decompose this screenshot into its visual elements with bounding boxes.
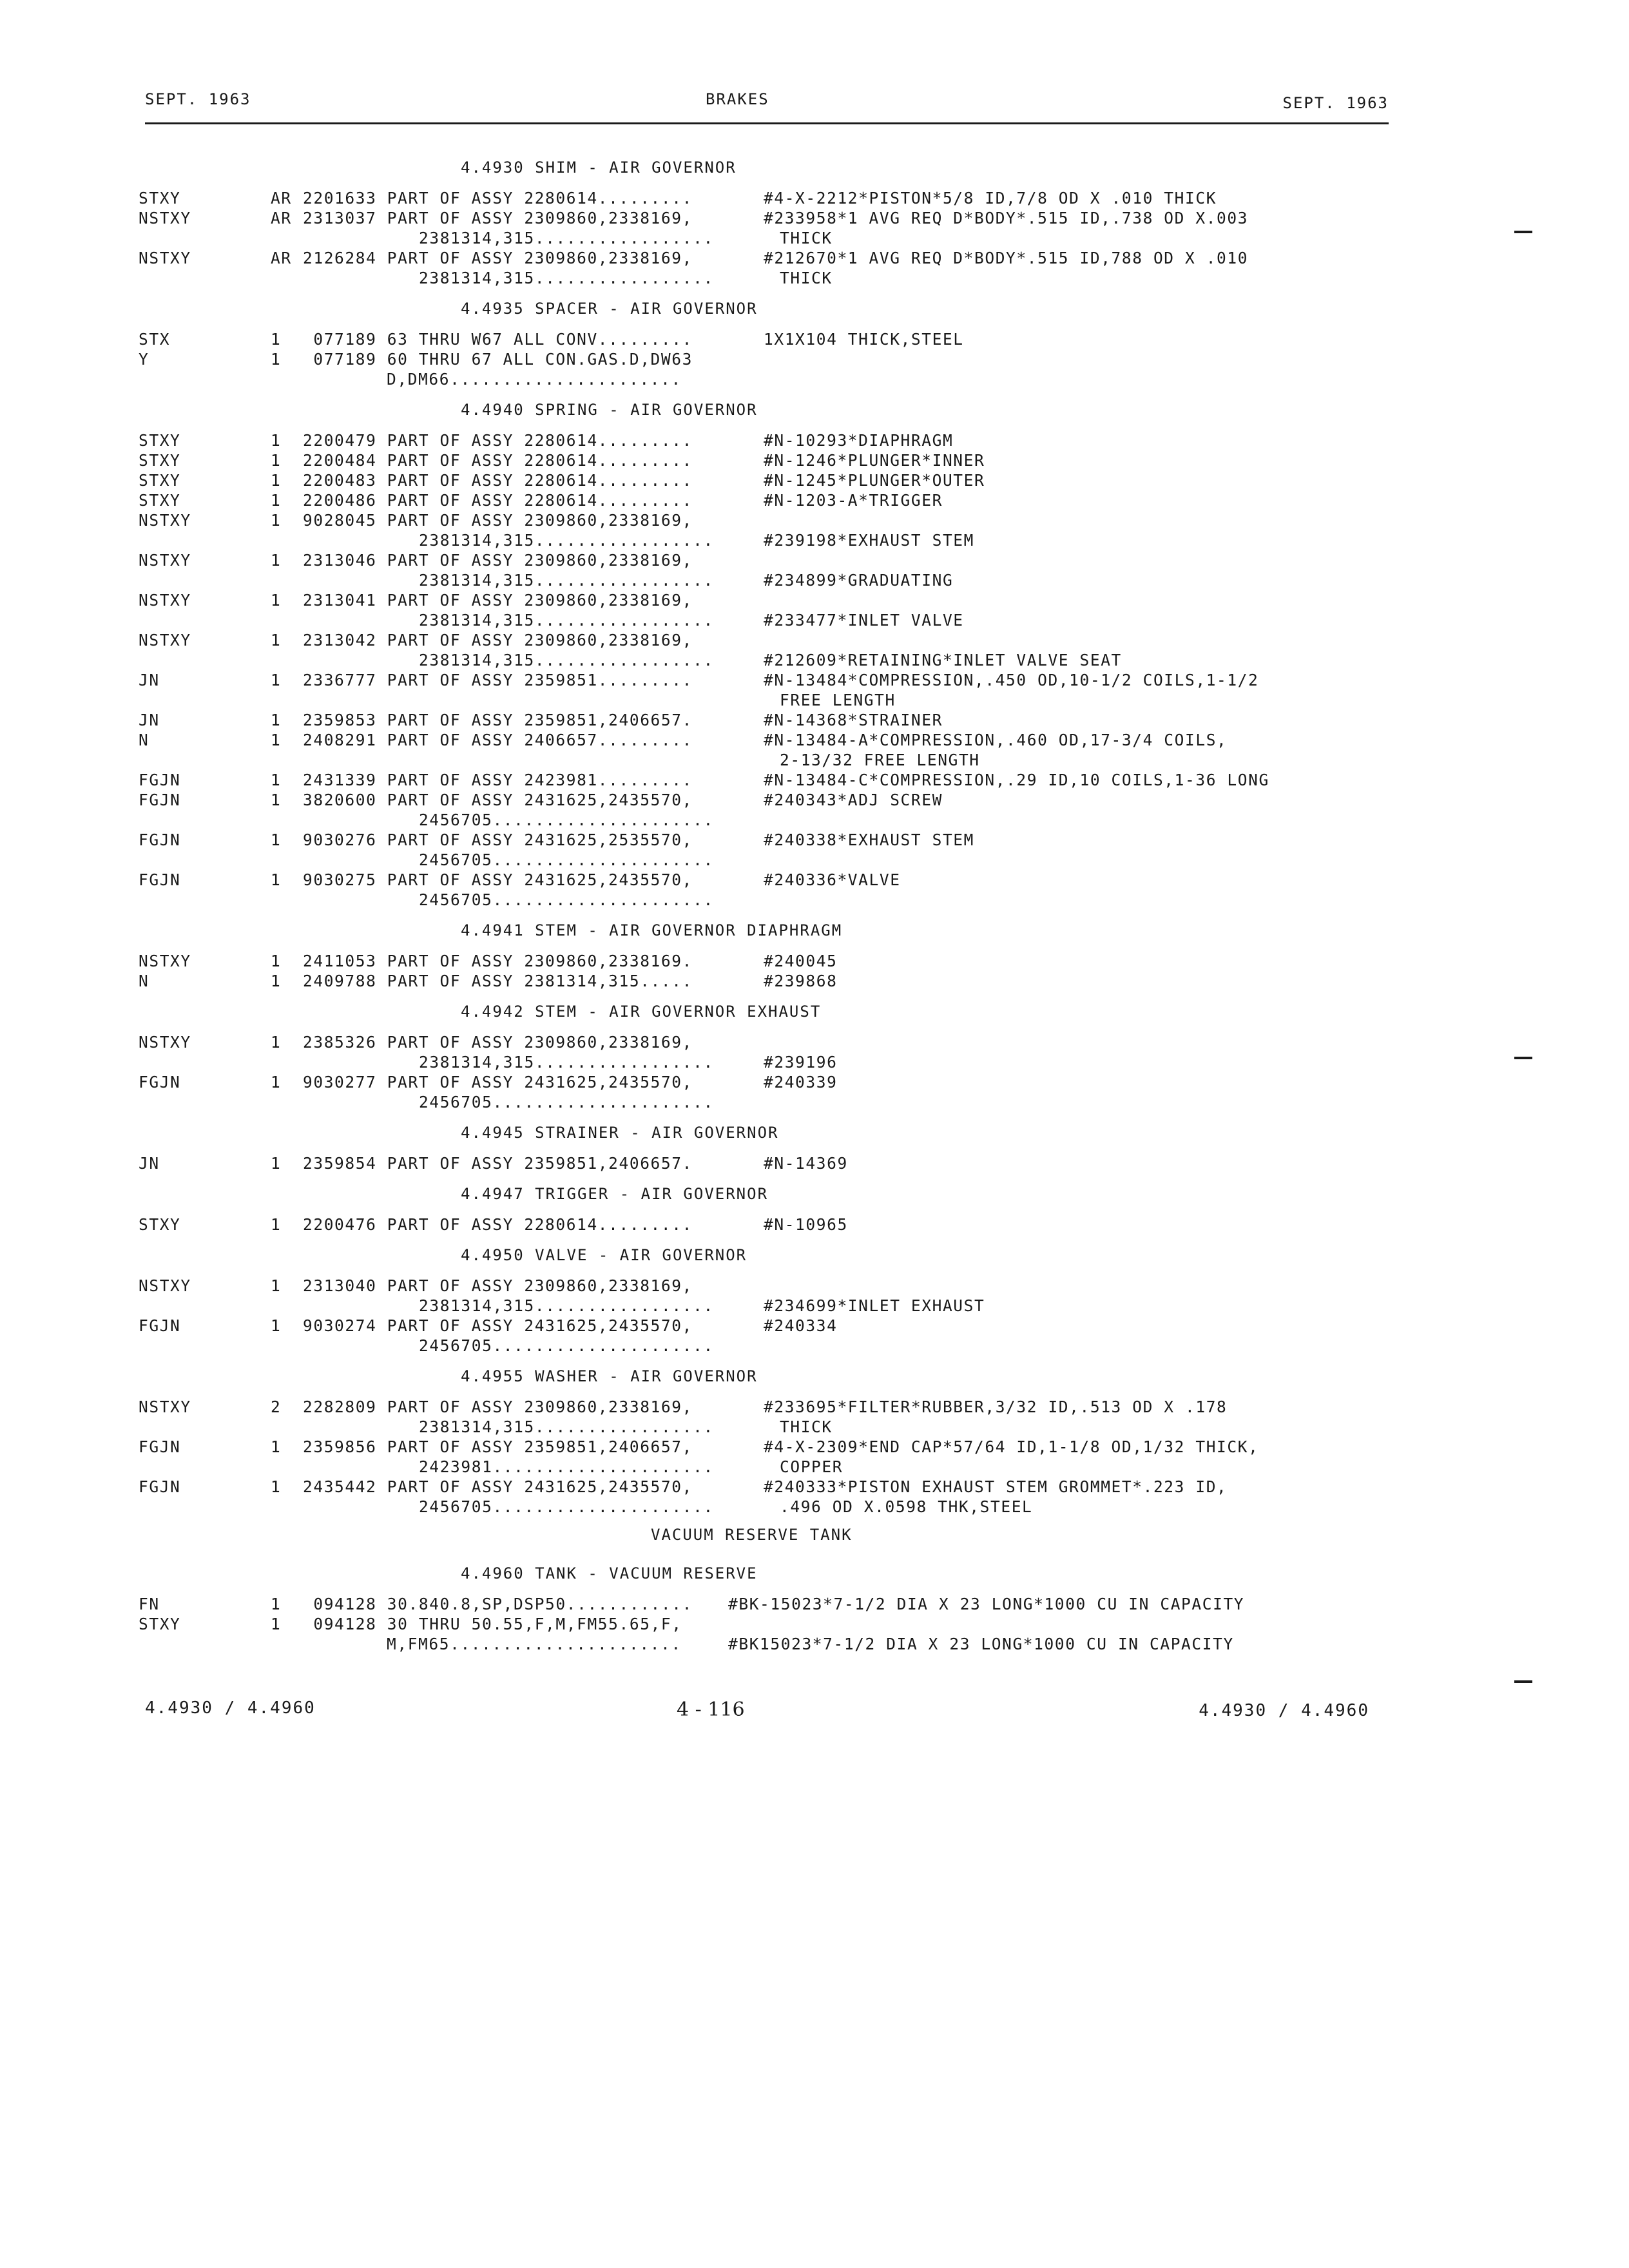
row-part-cont: 2456705..................... bbox=[419, 1497, 714, 1516]
row-part: 9030275 PART OF ASSY 2431625,2435570, bbox=[303, 870, 693, 889]
row-code: NSTXY bbox=[139, 1276, 191, 1295]
row-desc-cont: #212609*RETAINING*INLET VALVE SEAT bbox=[764, 651, 1122, 669]
row-desc: #4-X-2212*PISTON*5/8 ID,7/8 OD X .010 THICK bbox=[764, 189, 1217, 207]
row-qty: 1 bbox=[271, 671, 282, 689]
section-title: 4.4930 SHIM - AIR GOVERNOR bbox=[461, 159, 737, 177]
row-part: 2359854 PART OF ASSY 2359851,2406657. bbox=[303, 1154, 693, 1173]
section-title: 4.4935 SPACER - AIR GOVERNOR bbox=[461, 300, 758, 318]
section-title: 4.4955 WASHER - AIR GOVERNOR bbox=[461, 1367, 758, 1385]
row-part: 9028045 PART OF ASSY 2309860,2338169, bbox=[303, 511, 693, 530]
margin-change-mark bbox=[1514, 1680, 1532, 1683]
row-code: FGJN bbox=[139, 791, 181, 809]
row-code: STXY bbox=[139, 451, 181, 470]
row-part-cont: 2381314,315................. bbox=[419, 269, 714, 287]
row-qty: 1 bbox=[271, 431, 282, 450]
row-part: 2313042 PART OF ASSY 2309860,2338169, bbox=[303, 631, 693, 649]
row-desc-cont: #233477*INLET VALVE bbox=[764, 611, 964, 629]
row-desc: #240339 bbox=[764, 1073, 838, 1091]
row-part-cont: 2456705..................... bbox=[419, 850, 714, 869]
row-qty: 1 bbox=[271, 952, 282, 970]
row-part: 2313040 PART OF ASSY 2309860,2338169, bbox=[303, 1276, 693, 1295]
row-part: 2359853 PART OF ASSY 2359851,2406657. bbox=[303, 711, 693, 729]
section-title: 4.4942 STEM - AIR GOVERNOR EXHAUST bbox=[461, 1003, 822, 1021]
footer-range-right: 4.4930 / 4.4960 bbox=[1199, 1701, 1369, 1720]
row-part: 077189 63 THRU W67 ALL CONV......... bbox=[303, 330, 693, 349]
row-desc-cont: #234899*GRADUATING bbox=[764, 571, 954, 590]
row-qty: 1 bbox=[271, 1276, 282, 1295]
row-code: JN bbox=[139, 671, 160, 689]
row-part: 2200484 PART OF ASSY 2280614......... bbox=[303, 451, 693, 470]
row-qty: 1 bbox=[271, 1154, 282, 1173]
row-desc-cont: FREE LENGTH bbox=[780, 691, 896, 709]
row-part-cont: 2456705..................... bbox=[419, 1336, 714, 1355]
row-code: NSTXY bbox=[139, 591, 191, 610]
row-part-cont: 2423981..................... bbox=[419, 1457, 714, 1476]
footer-range-left: 4.4930 / 4.4960 bbox=[145, 1698, 316, 1718]
row-code: NSTXY bbox=[139, 511, 191, 530]
row-desc-cont: THICK bbox=[780, 269, 833, 287]
row-qty: AR bbox=[271, 209, 292, 227]
row-part: 9030274 PART OF ASSY 2431625,2435570, bbox=[303, 1316, 693, 1335]
row-qty: 1 bbox=[271, 731, 282, 749]
row-code: N bbox=[139, 731, 149, 749]
row-desc-cont: THICK bbox=[780, 229, 833, 247]
row-part: 2431339 PART OF ASSY 2423981......... bbox=[303, 771, 693, 789]
row-code: NSTXY bbox=[139, 1398, 191, 1416]
row-qty: 1 bbox=[271, 870, 282, 889]
row-qty: 1 bbox=[271, 551, 282, 570]
row-qty: 1 bbox=[271, 1316, 282, 1335]
section-title: 4.4950 VALVE - AIR GOVERNOR bbox=[461, 1246, 747, 1264]
row-part: 077189 60 THRU 67 ALL CON.GAS.D,DW63 bbox=[303, 350, 693, 369]
header-date-left: SEPT. 1963 bbox=[145, 90, 251, 108]
row-desc: #N-14369 bbox=[764, 1154, 848, 1173]
row-code: STXY bbox=[139, 431, 181, 450]
row-desc-cont: COPPER bbox=[780, 1457, 843, 1476]
row-qty: 1 bbox=[271, 350, 282, 369]
row-qty: 1 bbox=[271, 831, 282, 849]
parts-listing bbox=[0, 147, 1629, 1654]
row-qty: 1 bbox=[271, 451, 282, 470]
row-qty: 1 bbox=[271, 1595, 282, 1613]
row-desc: #N-13484-A*COMPRESSION,.460 OD,17-3/4 COILS, bbox=[764, 731, 1228, 749]
row-qty: 1 bbox=[271, 711, 282, 729]
section-title: 4.4960 TANK - VACUUM RESERVE bbox=[461, 1564, 758, 1582]
row-desc-cont: 2-13/32 FREE LENGTH bbox=[780, 751, 980, 769]
row-part: 2411053 PART OF ASSY 2309860,2338169. bbox=[303, 952, 693, 970]
row-part: 2313041 PART OF ASSY 2309860,2338169, bbox=[303, 591, 693, 610]
row-desc: #N-10965 bbox=[764, 1215, 848, 1234]
row-code: NSTXY bbox=[139, 631, 191, 649]
row-code: FGJN bbox=[139, 1477, 181, 1496]
row-qty: 1 bbox=[271, 1073, 282, 1091]
row-part-cont: 2381314,315................. bbox=[419, 229, 714, 247]
row-code: FGJN bbox=[139, 1073, 181, 1091]
row-code: NSTXY bbox=[139, 1033, 191, 1052]
row-part: 2313037 PART OF ASSY 2309860,2338169, bbox=[303, 209, 693, 227]
row-qty: 1 bbox=[271, 471, 282, 490]
row-part: 2409788 PART OF ASSY 2381314,315..... bbox=[303, 972, 693, 990]
row-code: NSTXY bbox=[139, 551, 191, 570]
row-part-cont: 2456705..................... bbox=[419, 811, 714, 829]
row-code: FGJN bbox=[139, 1316, 181, 1335]
row-qty: 1 bbox=[271, 631, 282, 649]
row-desc-cont: #BK15023*7-1/2 DIA X 23 LONG*1000 CU IN CAPACITY bbox=[728, 1635, 1234, 1653]
row-part: 9030277 PART OF ASSY 2431625,2435570, bbox=[303, 1073, 693, 1091]
row-part: 094128 30 THRU 50.55,F,M,FM55.65,F, bbox=[303, 1615, 682, 1633]
row-desc-cont: #239198*EXHAUST STEM bbox=[764, 531, 975, 550]
header-date-right: SEPT. 1963 bbox=[1282, 94, 1389, 112]
row-part-cont: 2381314,315................. bbox=[419, 1296, 714, 1315]
row-part-cont: D,DM66...................... bbox=[387, 370, 682, 389]
row-part: 2282809 PART OF ASSY 2309860,2338169, bbox=[303, 1398, 693, 1416]
row-part: 9030276 PART OF ASSY 2431625,2535570, bbox=[303, 831, 693, 849]
row-code: NSTXY bbox=[139, 209, 191, 227]
row-code: FN bbox=[139, 1595, 160, 1613]
row-qty: 1 bbox=[271, 972, 282, 990]
row-part: 3820600 PART OF ASSY 2431625,2435570, bbox=[303, 791, 693, 809]
row-qty: 1 bbox=[271, 330, 282, 349]
row-part: 2313046 PART OF ASSY 2309860,2338169, bbox=[303, 551, 693, 570]
row-qty: 2 bbox=[271, 1398, 282, 1416]
row-desc-cont: #239196 bbox=[764, 1053, 838, 1072]
row-part-cont: 2381314,315................. bbox=[419, 611, 714, 629]
page-header bbox=[145, 90, 1389, 122]
row-part: 2126284 PART OF ASSY 2309860,2338169, bbox=[303, 249, 693, 267]
row-code: FGJN bbox=[139, 1437, 181, 1456]
group-title: VACUUM RESERVE TANK bbox=[651, 1526, 853, 1544]
section-title: 4.4940 SPRING - AIR GOVERNOR bbox=[461, 401, 758, 419]
row-code: STXY bbox=[139, 1215, 181, 1234]
row-part: 2385326 PART OF ASSY 2309860,2338169, bbox=[303, 1033, 693, 1052]
row-qty: 1 bbox=[271, 491, 282, 510]
row-desc: #240343*ADJ SCREW bbox=[764, 791, 943, 809]
row-part: 2336777 PART OF ASSY 2359851......... bbox=[303, 671, 693, 689]
row-desc: #N-1203-A*TRIGGER bbox=[764, 491, 943, 510]
row-part-cont: 2381314,315................. bbox=[419, 571, 714, 590]
row-code: STX bbox=[139, 330, 171, 349]
row-part-cont: M,FM65...................... bbox=[387, 1635, 682, 1653]
row-code: STXY bbox=[139, 189, 181, 207]
row-desc: #240045 bbox=[764, 952, 838, 970]
row-desc-cont: #234699*INLET EXHAUST bbox=[764, 1296, 985, 1315]
page-number: 4 - 116 bbox=[677, 1698, 745, 1721]
section-title: 4.4947 TRIGGER - AIR GOVERNOR bbox=[461, 1185, 769, 1203]
row-code: NSTXY bbox=[139, 952, 191, 970]
row-part: 2200476 PART OF ASSY 2280614......... bbox=[303, 1215, 693, 1234]
row-code: STXY bbox=[139, 471, 181, 490]
row-desc: #233958*1 AVG REQ D*BODY*.515 ID,.738 OD X.003 bbox=[764, 209, 1249, 227]
row-part: 2200479 PART OF ASSY 2280614......... bbox=[303, 431, 693, 450]
margin-change-mark bbox=[1514, 231, 1532, 233]
section-title: 4.4945 STRAINER - AIR GOVERNOR bbox=[461, 1124, 779, 1142]
row-desc-cont: THICK bbox=[780, 1418, 833, 1436]
row-desc: #N-10293*DIAPHRAGM bbox=[764, 431, 954, 450]
row-desc: #N-1246*PLUNGER*INNER bbox=[764, 451, 985, 470]
row-desc: #233695*FILTER*RUBBER,3/32 ID,.513 OD X .178 bbox=[764, 1398, 1228, 1416]
row-code: STXY bbox=[139, 491, 181, 510]
row-part: 2408291 PART OF ASSY 2406657......... bbox=[303, 731, 693, 749]
row-desc: #N-14368*STRAINER bbox=[764, 711, 943, 729]
row-qty: 1 bbox=[271, 1615, 282, 1633]
row-qty: 1 bbox=[271, 1437, 282, 1456]
row-code: FGJN bbox=[139, 870, 181, 889]
row-part-cont: 2381314,315................. bbox=[419, 1418, 714, 1436]
row-desc: #240333*PISTON EXHAUST STEM GROMMET*.223 ID, bbox=[764, 1477, 1228, 1496]
row-desc: #240338*EXHAUST STEM bbox=[764, 831, 975, 849]
row-code: JN bbox=[139, 1154, 160, 1173]
row-desc: #239868 bbox=[764, 972, 838, 990]
row-code: STXY bbox=[139, 1615, 181, 1633]
row-code: FGJN bbox=[139, 831, 181, 849]
row-part: 2435442 PART OF ASSY 2431625,2435570, bbox=[303, 1477, 693, 1496]
row-part: 2200486 PART OF ASSY 2280614......... bbox=[303, 491, 693, 510]
row-desc: #240336*VALVE bbox=[764, 870, 901, 889]
row-desc-cont: .496 OD X.0598 THK,STEEL bbox=[780, 1497, 1033, 1516]
row-desc: #212670*1 AVG REQ D*BODY*.515 ID,788 OD X .010 bbox=[764, 249, 1249, 267]
row-qty: AR bbox=[271, 249, 292, 267]
row-qty: 1 bbox=[271, 791, 282, 809]
row-qty: 1 bbox=[271, 771, 282, 789]
row-qty: 1 bbox=[271, 591, 282, 610]
row-part-cont: 2381314,315................. bbox=[419, 531, 714, 550]
row-part-cont: 2381314,315................. bbox=[419, 1053, 714, 1072]
row-qty: 1 bbox=[271, 1477, 282, 1496]
row-part: 2200483 PART OF ASSY 2280614......... bbox=[303, 471, 693, 490]
row-qty: 1 bbox=[271, 1215, 282, 1234]
row-desc: #240334 bbox=[764, 1316, 838, 1335]
section-title: 4.4941 STEM - AIR GOVERNOR DIAPHRAGM bbox=[461, 921, 843, 939]
row-code: N bbox=[139, 972, 149, 990]
row-part-cont: 2381314,315................. bbox=[419, 651, 714, 669]
row-desc: #N-1245*PLUNGER*OUTER bbox=[764, 471, 985, 490]
margin-change-mark bbox=[1514, 1057, 1532, 1059]
row-desc: #4-X-2309*END CAP*57/64 ID,1-1/8 OD,1/32 THICK, bbox=[764, 1437, 1259, 1456]
row-part: 2201633 PART OF ASSY 2280614......... bbox=[303, 189, 693, 207]
row-code: JN bbox=[139, 711, 160, 729]
row-part: 094128 30.840.8,SP,DSP50............ bbox=[303, 1595, 693, 1613]
row-desc: 1X1X104 THICK,STEEL bbox=[764, 330, 964, 349]
row-part-cont: 2456705..................... bbox=[419, 1093, 714, 1111]
row-code: NSTXY bbox=[139, 249, 191, 267]
row-qty: AR bbox=[271, 189, 292, 207]
row-part: 2359856 PART OF ASSY 2359851,2406657, bbox=[303, 1437, 693, 1456]
header-rule bbox=[145, 122, 1389, 124]
row-desc: #N-13484-C*COMPRESSION,.29 ID,10 COILS,1-36 LONG bbox=[764, 771, 1269, 789]
row-code: Y bbox=[139, 350, 149, 369]
row-code: FGJN bbox=[139, 771, 181, 789]
header-title: BRAKES bbox=[706, 90, 769, 108]
row-desc: #N-13484*COMPRESSION,.450 OD,10-1/2 COILS,1-1/2 bbox=[764, 671, 1259, 689]
row-part-cont: 2456705..................... bbox=[419, 890, 714, 909]
row-qty: 1 bbox=[271, 511, 282, 530]
row-qty: 1 bbox=[271, 1033, 282, 1052]
row-desc: #BK-15023*7-1/2 DIA X 23 LONG*1000 CU IN CAPACITY bbox=[728, 1595, 1245, 1613]
